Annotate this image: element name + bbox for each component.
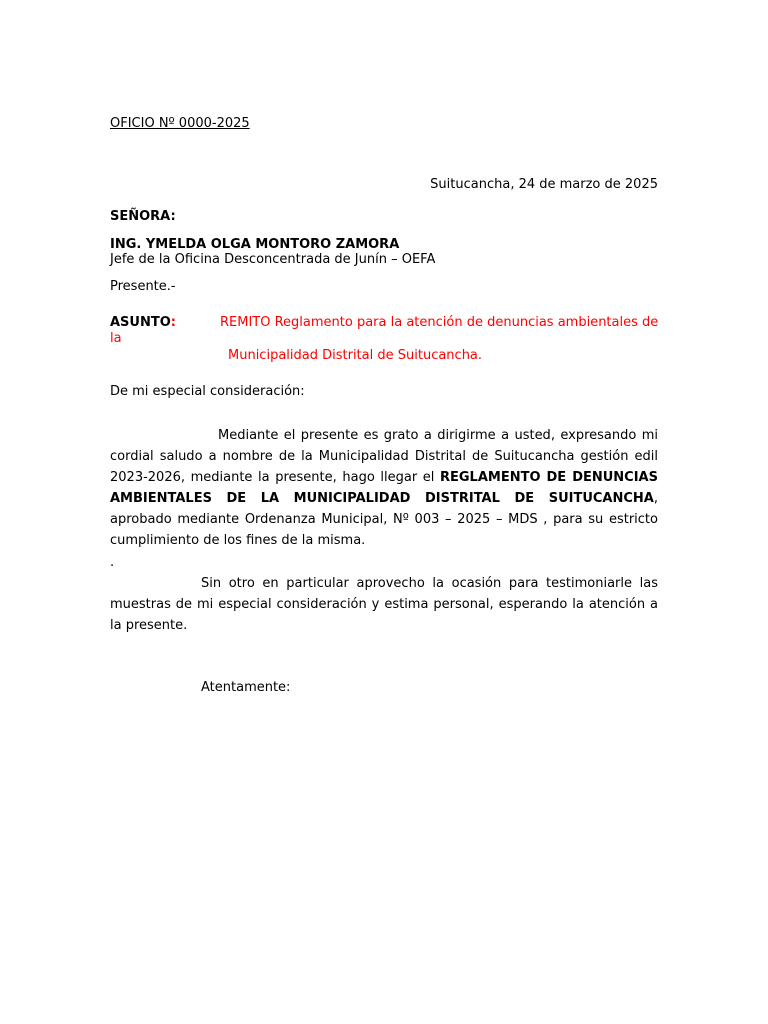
body-p1-text-a: Mediante el presente es grato a dirigirme a usted, expresando mi cordial saludo a nombre de la Municipalidad Distrital de Suitucancha gestión edil 2023-2026, mediante la presente, hago llegar el (110, 428, 658, 485)
body-p1-text-b: , aprobado mediante Ordenanza Municipal, Nº 003 – 2025 – MDS , para su estricto cumplimiento de los fines de la misma. (110, 491, 658, 548)
asunto-line-1: REMITO Reglamento para la atención de denuncias ambientales de (220, 315, 659, 330)
greeting: De mi especial consideración: (110, 384, 305, 399)
asunto-label: ASUNTO (110, 315, 171, 330)
body-paragraph-1 (110, 425, 658, 551)
body-p2-text: Sin otro en particular aprovecho la ocasión para testimoniarle las muestras de mi especial consideración y estima personal, esperando la atención a la presente. (110, 576, 658, 633)
asunto-line-2: Municipalidad Distrital de Suitucancha. (228, 348, 483, 363)
recipient-position: Jefe de la Oficina Desconcentrada de Junín – OEFA (110, 252, 436, 267)
body-paragraph-2 (110, 573, 658, 636)
presente-line: Presente.- (110, 279, 176, 294)
recipient-name: ING. YMELDA OLGA MONTORO ZAMORA (110, 237, 400, 252)
place-date: Suitucancha, 24 de marzo de 2025 (430, 177, 658, 192)
closing: Atentamente: (201, 680, 291, 695)
oficio-number: OFICIO Nº 0000-2025 (110, 116, 250, 131)
body-p1-bold: REGLAMENTO DE DENUNCIAS AMBIENTALES DE LA MUNICIPALIDAD DISTRITAL DE SUITUCANCHA (110, 470, 658, 506)
salutation-title: SEÑORA: (110, 209, 176, 224)
stray-dot: . (110, 555, 115, 570)
asunto-wrap: la (110, 331, 122, 346)
asunto-colon: : (170, 315, 176, 330)
asunto-heading (110, 315, 176, 331)
